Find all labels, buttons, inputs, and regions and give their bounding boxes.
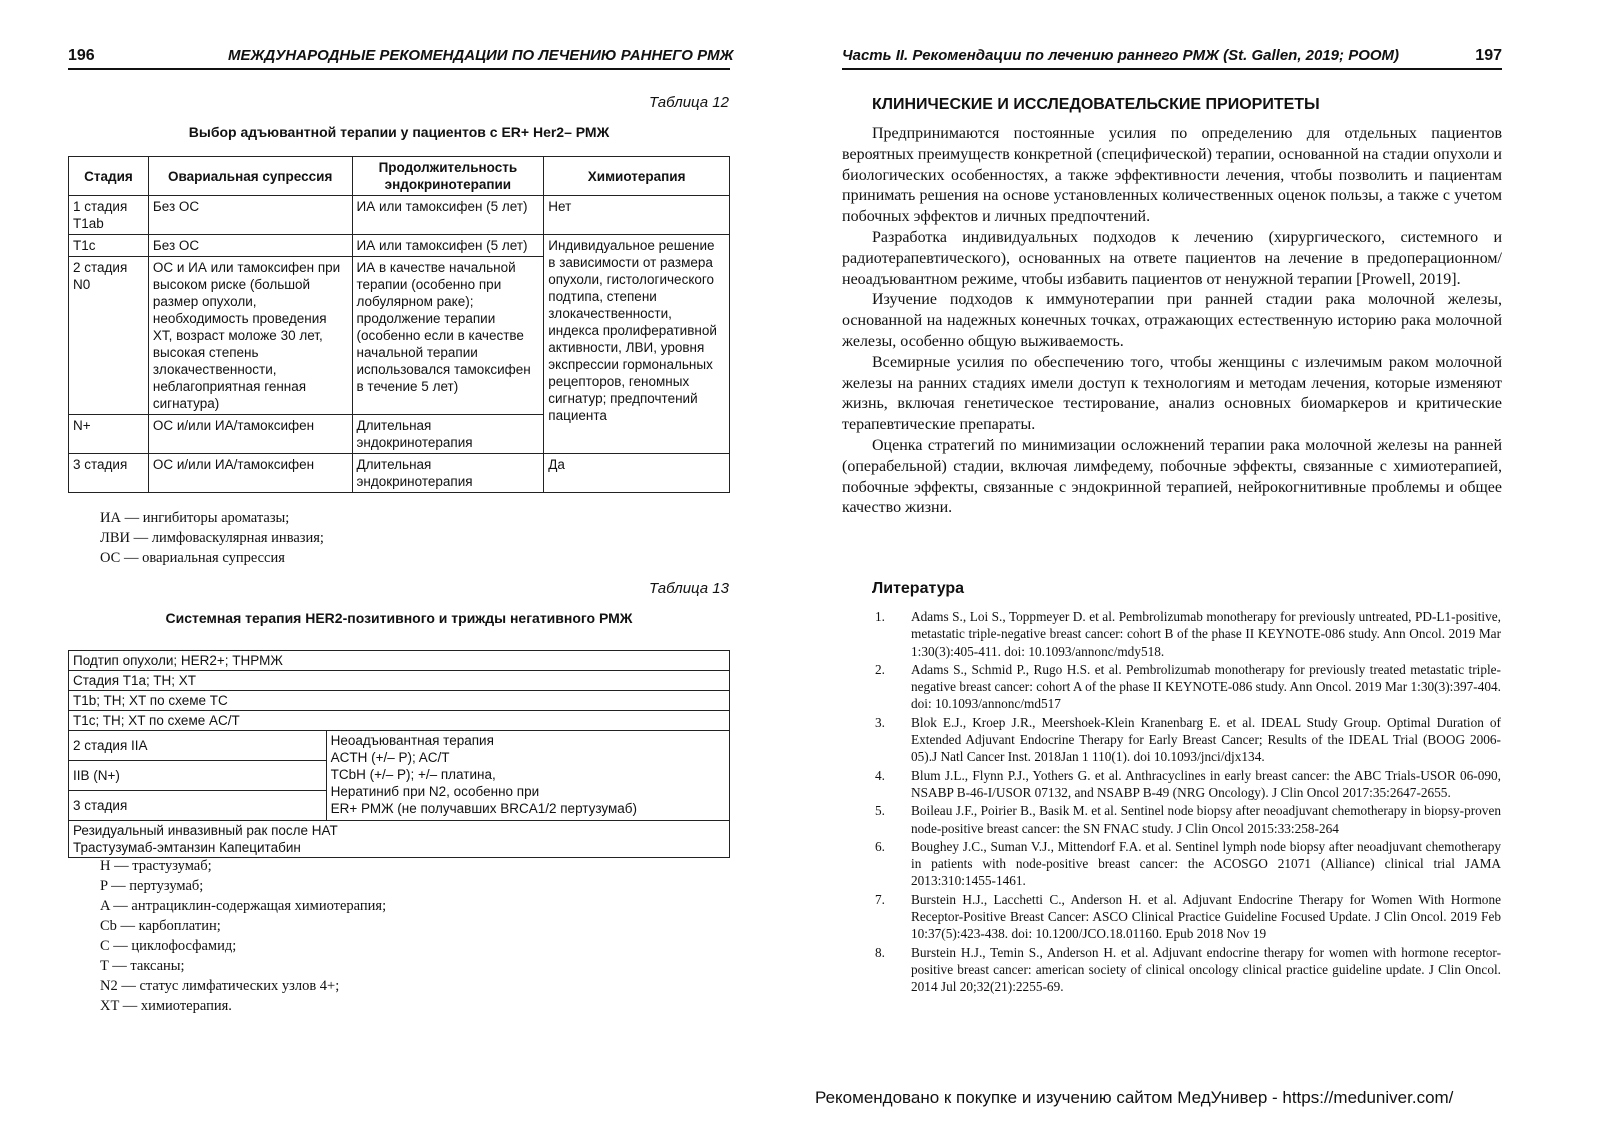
reference-list <box>875 608 1501 997</box>
table-cell: Подтип опухоли; HER2+; ТНРМЖ <box>69 651 730 671</box>
table-cell: Длительная эндокринотерапия <box>352 454 544 493</box>
table-cell: N+ <box>69 415 149 454</box>
table-cell: T1c; TH; XT по схеме AC/T <box>69 711 730 731</box>
table-cell: T1c <box>69 235 149 257</box>
table-cell: ИА в качестве начальной терапии (особенно при лобулярном раке); продолжение терапии (особенно если в качестве начальной терапии использовался тамоксифен в течение 5 лет) <box>352 257 544 415</box>
body-text <box>842 124 1502 519</box>
paragraph: Изучение подходов к иммунотерапии при ранней стадии рака молочной железы, основанной на надежных конечных точках, отражающих естественную историю рака молочной железы, особенно общую выживаемость. <box>842 291 1502 350</box>
note-line: T — таксаны; <box>100 958 185 974</box>
table-cell: IIB (N+) <box>69 761 327 791</box>
reference-item <box>875 944 1501 996</box>
note-line: A — антрациклин-содержащая химиотерапия; <box>100 898 387 914</box>
right-running-header: Часть II. Рекомендации по лечению раннего РМЖ (St. Gallen, 2019; РООМ) <box>842 47 1400 64</box>
paragraph: Разработка индивидуальных подходов к лечению (хирургического, системного и радиотерапевтического), основанных на ответе пациентов на лечение в предоперационном/неоадъювантном режиме, чтобы избавить пациентов от ненужной терапии [Prowell, 2019]. <box>842 228 1502 288</box>
table-cell: Длительная эндокринотерапия <box>352 415 544 454</box>
reference-text: Blok E.J., Kroep J.R., Meershoek-Klein Kranenbarg E. et al. IDEAL Study Group. Optimal Duration of Extended Adjuvant Endocrine Therapy for Early Breast Cancer; Results of the IDEAL Trial (BOOG 2006-05).J Natl Cancer Inst. 2018Jan 1 110(1). doi 10.1093/jnci/djx134. <box>911 714 1501 765</box>
reference-item <box>875 802 1501 837</box>
reference-item <box>875 767 1501 802</box>
table-cell: ИА или тамоксифен (5 лет) <box>352 196 544 235</box>
cell-line: ACTH (+/– P); AC/T <box>330 750 450 765</box>
cell-line: Трастузумаб-эмтанзин Капецитабин <box>73 840 301 855</box>
table-row <box>69 821 730 858</box>
left-header-rule <box>68 68 730 70</box>
table-cell <box>69 821 730 858</box>
reference-number: 8. <box>875 944 885 960</box>
note-line: N2 — статус лимфатических узлов 4+; <box>100 978 340 994</box>
table-cell: 2 стадия IIA <box>69 731 327 761</box>
reference-item <box>875 838 1501 890</box>
note-line: C — циклофосфамид; <box>100 938 237 954</box>
table12-notes <box>100 508 324 568</box>
table12-header-cell: Овариальная супрессия <box>148 157 352 196</box>
cell-line: ER+ РМЖ (не получавших BRCA1/2 пертузумаб) <box>330 801 638 816</box>
reference-text: Burstein H.J., Temin S., Anderson H. et al. Adjuvant endocrine therapy for women with hormone receptor-positive breast cancer: american society of clinical oncology clinical practice guideline update. J Clin Oncol. 2014 Jul 20;32(21):2255-69. <box>911 944 1501 995</box>
table-cell-neoadjuvant <box>326 731 729 821</box>
cell-line: Резидуальный инвазивный рак после НАТ <box>73 823 338 838</box>
table13-title: Системная терапия HER2-позитивного и трижды негативного РМЖ <box>165 610 633 626</box>
table-cell: ОС и/или ИА/тамоксифен <box>148 454 352 493</box>
table12 <box>68 156 730 493</box>
table-cell: Без ОС <box>148 235 352 257</box>
reference-item <box>875 891 1501 943</box>
note-line: ИА — ингибиторы ароматазы; <box>100 510 290 526</box>
reference-number: 7. <box>875 891 885 907</box>
reference-text: Boileau J.F., Poirier B., Basik M. et al. Sentinel node biopsy after neoadjuvant chemotherapy in biopsy-proven node-positive breast cancer: the SN FNAC study. J Clin Oncol 2015:33:258-264 <box>911 803 1501 836</box>
table-cell: ОС и ИА или тамоксифен при высоком риске (большой размер опухоли, необходимость проведения ХТ, возраст моложе 30 лет, высокая степень злокачественности, неблагоприятная генная сигнатура) <box>148 257 352 415</box>
paragraph: Предпринимаются постоянные усилия по определению для отдельных пациентов вероятных преимуществ конкретной (специфической) терапии, основанной на стадии опухоли и биологических особенностях, а также эффективности лечения, чтобы позволить и пациентам принимать решения на основе установленных количественных оценок пользы, а также с учетом побочных эффектов и личных предпочтений. <box>842 125 1502 226</box>
right-page-number: 197 <box>1475 47 1502 64</box>
reference-number: 3. <box>875 714 885 730</box>
note-line: P — пертузумаб; <box>100 878 204 894</box>
table-cell: Стадия T1a; TH; XT <box>69 671 730 691</box>
section-title: КЛИНИЧЕСКИЕ И ИССЛЕДОВАТЕЛЬСКИЕ ПРИОРИТЕТЫ <box>872 96 1320 113</box>
table-row <box>69 711 730 731</box>
footer-watermark: Рекомендовано к покупке и изучению сайтом МедУнивер - https://meduniver.com/ <box>815 1088 1454 1107</box>
paragraph: Всемирные усилия по обеспечению того, чтобы женщины с излечимым раком молочной железы на ранних стадиях имели доступ к технологиям и методам лечения, которые изменяют жизнь, включая генетическое тестирование, анализ основных биомаркеров и критические терапевтические препараты. <box>842 353 1502 434</box>
table-row <box>69 671 730 691</box>
note-line: H — трастузумаб; <box>100 858 212 874</box>
table12-caption: Таблица 12 <box>648 94 729 111</box>
table-cell-merged-chemo: Индивидуальное решение в зависимости от размера опухоли, гистологического подтипа, степени злокачественности, индекса пролиферативной активности, ЛВИ, уровня экспрессии гормональных рецепторов, геномных сигнатур; предпочтений пациента <box>544 235 730 454</box>
table-cell: 3 стадия <box>69 454 149 493</box>
reference-number: 4. <box>875 767 885 783</box>
reference-number: 1. <box>875 609 885 624</box>
table-cell: 1 стадия T1ab <box>69 196 149 235</box>
reference-item <box>875 608 1501 660</box>
reference-number: 2. <box>875 661 885 677</box>
left-running-header: МЕЖДУНАРОДНЫЕ РЕКОМЕНДАЦИИ ПО ЛЕЧЕНИЮ РАННЕГО РМЖ <box>228 47 734 64</box>
reference-item <box>875 661 1501 713</box>
table13 <box>68 650 730 858</box>
reference-text: Burstein H.J., Lacchetti C., Anderson H. et al. Adjuvant Endocrine Therapy for Women With Hormone Receptor-Positive Breast Cancer: ASCO Clinical Practice Guideline Focused Update. J Clin Oncol. 2019 Feb 10:37(5):423-438. doi: 10.1200/JCO.18.01160. Epub 2018 Nov 19 <box>911 891 1501 942</box>
reference-item <box>875 714 1501 766</box>
table-cell: Нет <box>544 196 730 235</box>
right-header-rule <box>842 68 1502 70</box>
table-row <box>69 196 730 235</box>
table12-header-cell: Стадия <box>69 157 149 196</box>
paragraph: Оценка стратегий по минимизации осложнений терапии рака молочной железы на ранней (операбельной) стадии, включая лимфедему, побочные эффекты, связанные с химиотерапией, побочные эффекты, связанные с эндокринной терапией, нейрокогнитивные проблемы и общее качество жизни. <box>842 436 1502 517</box>
table12-header-cell: Продолжительность эндокринотерапии <box>352 157 544 196</box>
table12-title: Выбор адъювантной терапии у пациентов с ER+ Her2– РМЖ <box>188 124 610 140</box>
table-row <box>69 651 730 671</box>
table12-header-row <box>69 157 730 196</box>
table12-header-cell: Химиотерапия <box>544 157 730 196</box>
reference-text: Boughey J.C., Suman V.J., Mittendorf F.A. et al. Sentinel lymph node biopsy after neoadjuvant chemotherapy in patients with node-positive breast cancer: the ACOSGO 21071 (Alliance) clinical trial JAMA 2013:310:1455-1461. <box>911 838 1501 889</box>
reference-text: Adams S., Loi S., Toppmeyer D. et al. Pembrolizumab monotherapy for previously untreated, PD-L1-positive, metastatic triple-negative breast cancer: cohort B of the phase II KEYNOTE-086 study. Ann Oncol. 2019 Mar 1:30(3):405-411. doi: 10.1093/annonc/mdy518. <box>911 609 1501 659</box>
table-cell: ИА или тамоксифен (5 лет) <box>352 235 544 257</box>
table-row <box>69 454 730 493</box>
note-line: Cb — карбоплатин; <box>100 918 221 934</box>
reference-text: Blum J.L., Flynn P.J., Yothers G. et al. Anthracyclines in early breast cancer: the ABC Trials-USOR 06-090, NSABP B-46-I/USOR 07132, and NSABP B-49 (NRG Oncology). J Clin Oncol 2017:35:2647-2655. <box>911 767 1501 800</box>
cell-line: Неоадъювантная терапия <box>330 733 494 748</box>
reference-number: 5. <box>875 803 885 819</box>
literature-title: Литература <box>872 580 965 597</box>
table-cell: ОС и/или ИА/тамоксифен <box>148 415 352 454</box>
note-line: ЛВИ — лимфоваскулярная инвазия; <box>100 530 324 546</box>
table-row <box>69 731 730 761</box>
table-row <box>69 691 730 711</box>
cell-line: Нератиниб при N2, особенно при <box>330 784 540 799</box>
table-row <box>69 235 730 257</box>
cell-line: TCbH (+/– P); +/– платина, <box>330 767 496 782</box>
table13-notes <box>100 856 386 1016</box>
reference-text: Adams S., Schmid P., Rugo H.S. et al. Pembrolizumab monotherapy for previously treated metastatic triple-negative breast cancer: cohort A of the phase II KEYNOTE-086 study. Ann Oncol. 2019 Mar 1:30(3):397-404. doi: 10.1093/annonc/md517 <box>911 661 1501 712</box>
table-cell: Без ОС <box>148 196 352 235</box>
table-cell: 3 стадия <box>69 791 327 821</box>
reference-number: 6. <box>875 838 885 854</box>
left-page-number: 196 <box>68 47 95 64</box>
table13-caption: Таблица 13 <box>648 580 729 597</box>
table-cell: 2 стадия N0 <box>69 257 149 415</box>
note-line: ОС — овариальная супрессия <box>100 550 285 566</box>
note-line: XT — химиотерапия. <box>100 998 232 1014</box>
table-cell: T1b; TH; XT по схеме TC <box>69 691 730 711</box>
table-cell: Да <box>544 454 730 493</box>
